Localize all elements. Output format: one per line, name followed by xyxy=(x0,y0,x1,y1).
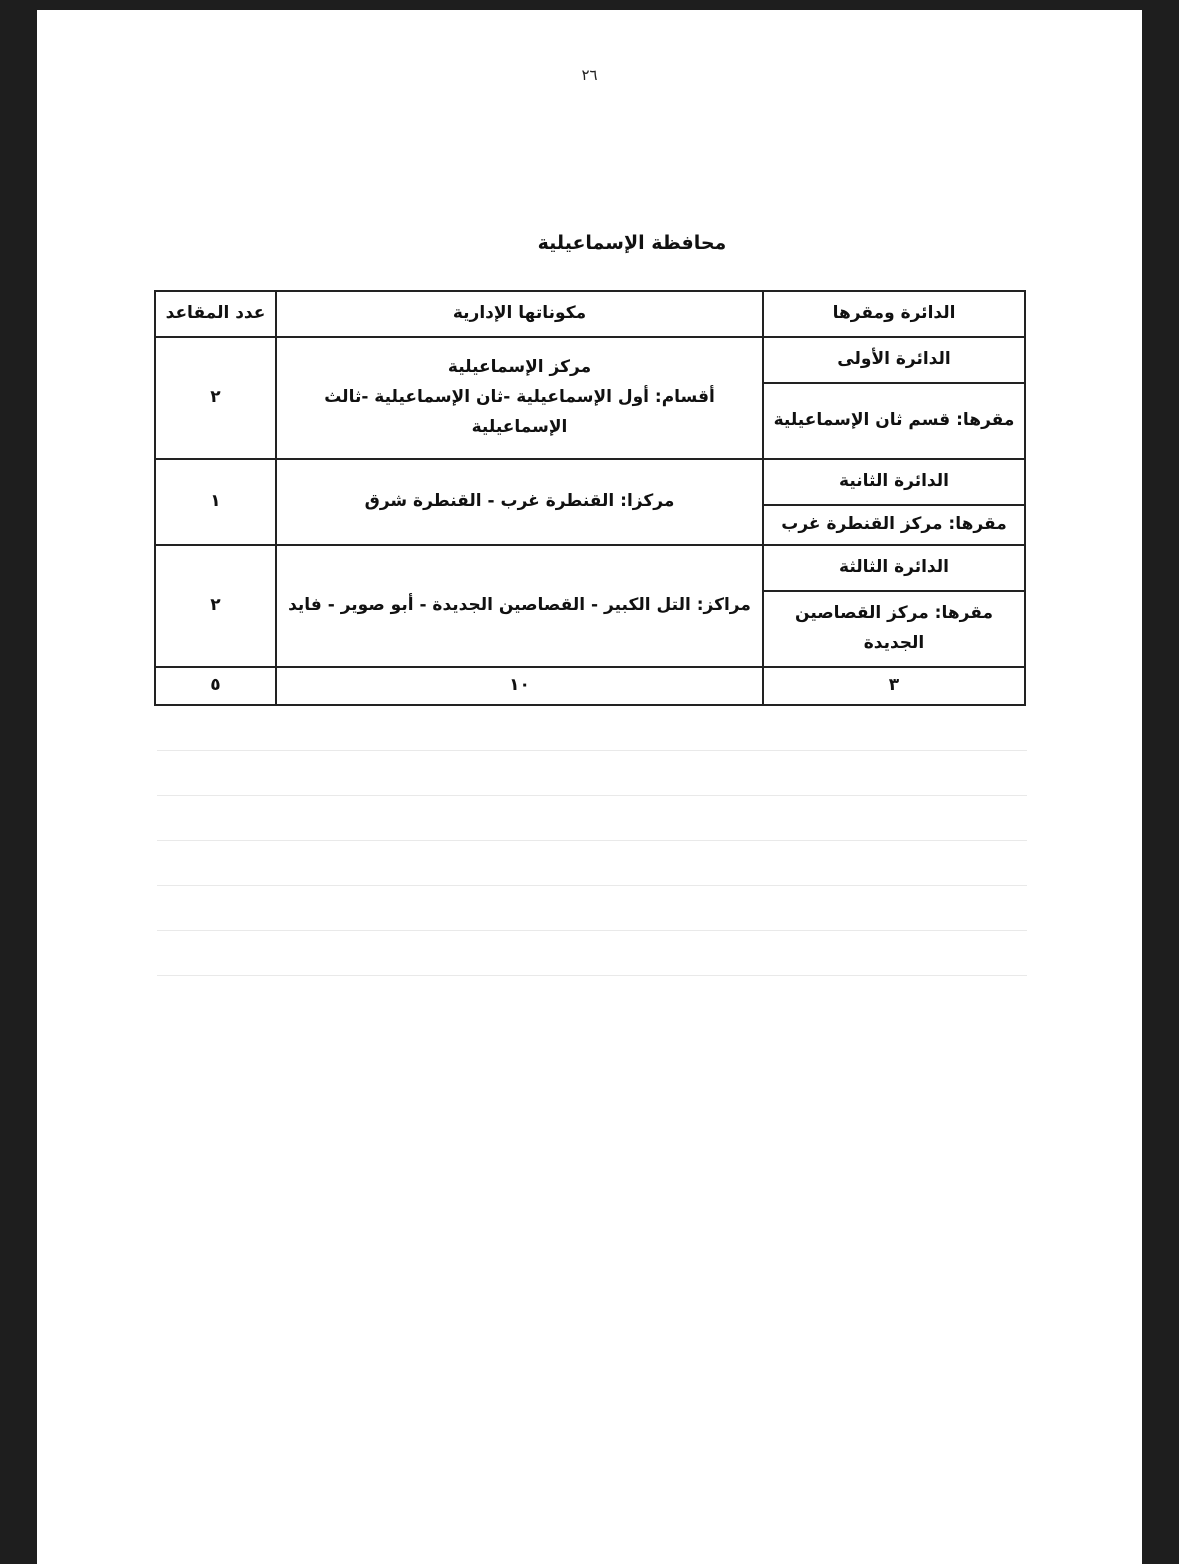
total-seats: ٥ xyxy=(155,667,276,705)
faint-line xyxy=(157,930,1027,931)
admin-components: مركزا: القنطرة غرب - القنطرة شرق xyxy=(276,459,763,545)
districts-table xyxy=(154,290,1026,706)
admin-components xyxy=(276,337,763,459)
totals-row xyxy=(155,667,1025,705)
faint-line xyxy=(157,750,1027,751)
total-districts: ٣ xyxy=(763,667,1025,705)
district-seat-location: مقرها: قسم ثان الإسماعيلية xyxy=(763,383,1025,459)
document-page xyxy=(37,10,1142,1564)
districts-table-wrapper xyxy=(154,290,1024,706)
faint-line xyxy=(157,795,1027,796)
header-seats: عدد المقاعد xyxy=(155,291,276,337)
page-number: ٢٦ xyxy=(581,66,598,84)
faint-line xyxy=(157,975,1027,976)
seat-count: ٢ xyxy=(155,545,276,667)
faint-line xyxy=(157,885,1027,886)
admin-components: مراكز: التل الكبير - القصاصين الجديدة - أبو صوير - فايد xyxy=(276,545,763,667)
total-admin-units: ١٠ xyxy=(276,667,763,705)
page-title: محافظة الإسماعيلية xyxy=(537,232,727,254)
district-name: الدائرة الثانية xyxy=(763,459,1025,505)
table-row xyxy=(155,459,1025,505)
admin-line: مركز الإسماعيلية xyxy=(447,357,592,378)
table-row xyxy=(155,337,1025,383)
table-row xyxy=(155,545,1025,591)
admin-line: أقسام: أول الإسماعيلية -ثان الإسماعيلية -ثالث الإسماعيلية xyxy=(324,387,715,437)
district-name: الدائرة الأولى xyxy=(763,337,1025,383)
faint-line xyxy=(157,840,1027,841)
district-name: الدائرة الثالثة xyxy=(763,545,1025,591)
district-seat-location: مقرها: مركز القصاصين الجديدة xyxy=(763,591,1025,667)
table-header-row xyxy=(155,291,1025,337)
district-seat-location: مقرها: مركز القنطرة غرب xyxy=(763,505,1025,545)
header-district: الدائرة ومقرها xyxy=(763,291,1025,337)
seat-count: ٢ xyxy=(155,337,276,459)
bleed-through-lines xyxy=(157,750,1027,1020)
seat-count: ١ xyxy=(155,459,276,545)
header-admin: مكوناتها الإدارية xyxy=(276,291,763,337)
